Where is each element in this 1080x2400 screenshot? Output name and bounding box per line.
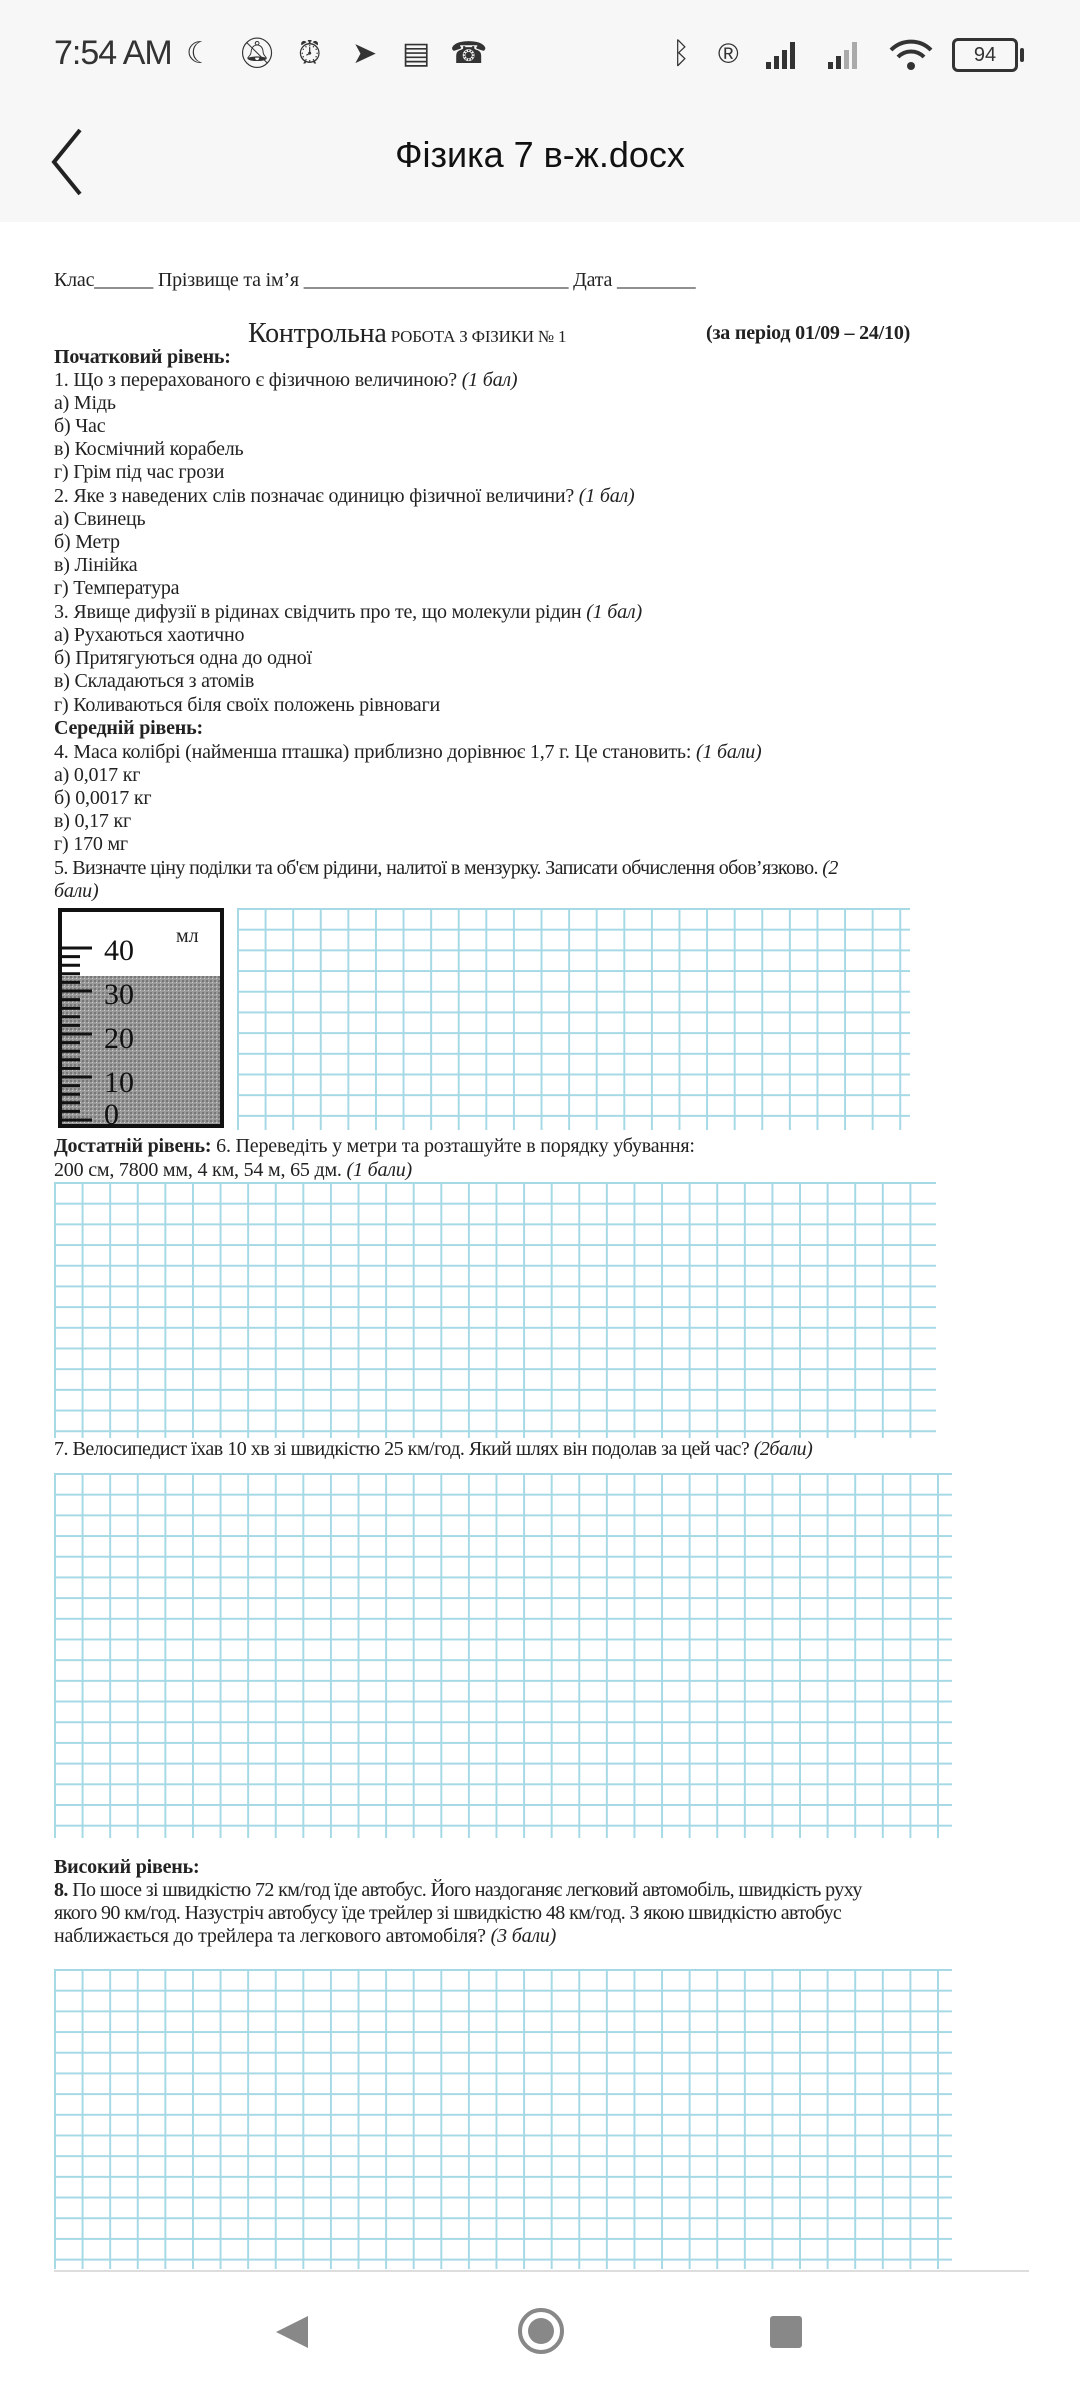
option: в) 0,17 кг	[54, 810, 132, 832]
test-period: (за період 01/09 – 24/10)	[706, 322, 911, 344]
level-heading: Високий рівень:	[54, 1856, 200, 1878]
question-text: 4. Маса колібрі (найменша пташка) приблизно дорівнює 1,7 г. Це становить:	[54, 741, 692, 763]
option: б) Притягуються одна до одної	[54, 647, 312, 669]
option: б) 0,0017 кг	[54, 787, 152, 809]
question-number: 8.	[54, 1879, 68, 1901]
bluetooth-icon: ᛒ	[672, 37, 690, 70]
graduated-cylinder-image	[58, 908, 226, 1130]
option: в) Складаються з атомів	[54, 670, 255, 692]
level-heading: Середній рівень:	[54, 717, 203, 739]
option: в) Космічний корабель	[54, 438, 244, 460]
option: г) 170 мг	[54, 833, 128, 855]
points: (3 бали)	[485, 1925, 557, 1947]
option: б) Час	[54, 415, 106, 437]
question-text: 6. Переведіть у метри та розташуйте в порядку убування:	[211, 1135, 695, 1157]
page-divider	[54, 2270, 1029, 2272]
nav-back-button[interactable]	[272, 2312, 312, 2352]
question-2	[54, 485, 635, 508]
telegram-icon: ➤	[352, 37, 378, 70]
points: бали)	[54, 880, 99, 902]
unit-label: мл	[176, 925, 199, 947]
question-text: наближається до трейлера та легкового автомобіля?	[54, 1925, 486, 1947]
option: а) Мідь	[54, 392, 116, 414]
title-rest: РОБОТА З ФІЗИКИ № 1	[386, 327, 567, 346]
wifi-icon	[888, 38, 934, 72]
question-7	[54, 1438, 812, 1461]
student-info-line: Клас______ Прізвище та ім’я ___________________________ Дата ________	[54, 269, 696, 291]
points: (1 бал)	[574, 485, 635, 507]
missed-call-icon: ☎︎	[450, 37, 488, 70]
option: г) Температура	[54, 577, 180, 599]
question-8	[54, 1879, 862, 1902]
option: а) 0,017 кг	[54, 764, 141, 786]
question-text: 200 см, 7800 мм, 4 км, 54 м, 65 дм.	[54, 1159, 342, 1181]
question-6	[54, 1135, 695, 1158]
question-text: 3. Явище дифузії в рідинах свідчить про те, що молекули рідин	[54, 601, 582, 623]
document-title: Фізика 7 в-ж.docx	[395, 134, 685, 175]
moon-icon: ☾	[186, 37, 213, 70]
question-3	[54, 601, 642, 624]
option: а) Рухаються хаотично	[54, 624, 245, 646]
scale-label: 40	[104, 934, 134, 967]
bell-off-icon: 🔕︎	[238, 37, 277, 70]
question-text: 1. Що з перерахованого є фізичною величиною?	[54, 369, 457, 391]
level-heading: Достатній рівень:	[54, 1135, 212, 1157]
question-1	[54, 369, 517, 392]
navigation-bar	[0, 2282, 1080, 2400]
nav-home-button[interactable]	[516, 2306, 566, 2356]
status-bar	[0, 0, 1080, 100]
points: (2бали)	[749, 1438, 813, 1460]
signal-icon	[766, 40, 876, 70]
option: б) Метр	[54, 531, 120, 553]
question-text: 5. Визначте ціну поділки та об'єм рідини, налитої в мензурку. Записати обчислення обов’язково.	[54, 857, 823, 879]
answer-grid-q5	[237, 908, 910, 1130]
scale-label: 30	[104, 978, 134, 1011]
answer-grid-q6	[54, 1182, 936, 1438]
points: (1 бали)	[341, 1159, 413, 1181]
points: (1 бал)	[456, 369, 518, 391]
alarm-icon: ⏰︎	[298, 37, 322, 70]
points: (1 бали)	[691, 741, 762, 763]
roaming-icon: ®	[718, 38, 739, 69]
scale-label: 10	[104, 1066, 134, 1099]
question-text: якого 90 км/год. Назустріч автобусу їде трейлер зі швидкістю 48 км/год. З якою швидкістю автобус	[54, 1902, 842, 1924]
question-text: По шосе зі швидкістю 72 км/год їде автобус. Його наздоганяє легковий автомобіль, швидкість руху	[67, 1879, 862, 1901]
points: (1 бал)	[581, 601, 642, 623]
question-4	[54, 741, 762, 764]
option: г) Грім під час грози	[54, 461, 225, 483]
title-main: Контрольна	[248, 318, 387, 349]
option: в) Лінійка	[54, 554, 138, 576]
nav-recents-button[interactable]	[766, 2312, 806, 2352]
battery-indicator: 94	[952, 38, 1018, 72]
points: (2	[822, 857, 838, 879]
option: г) Коливаються біля своїх положень рівноваги	[54, 694, 440, 716]
document-view[interactable]	[0, 222, 1080, 2282]
option: а) Свинець	[54, 508, 146, 530]
scale-label: 20	[104, 1022, 134, 1055]
scale-label: 0	[104, 1098, 119, 1130]
level-heading: Початковий рівень:	[54, 346, 231, 368]
question-text: 7. Велосипедист їхав 10 хв зі швидкістю 25 км/год. Який шлях він подолав за цей час?	[54, 1438, 750, 1460]
question-text: 2. Яке з наведених слів позначає одиницю фізичної величини?	[54, 485, 574, 507]
app-header	[0, 100, 1080, 222]
news-icon: ▤	[402, 37, 431, 70]
test-title	[248, 318, 566, 350]
answer-grid-q8	[54, 1969, 952, 2269]
clock: 7:54 AM	[54, 34, 172, 72]
question-5	[54, 857, 838, 880]
answer-grid-q7	[54, 1473, 952, 1838]
